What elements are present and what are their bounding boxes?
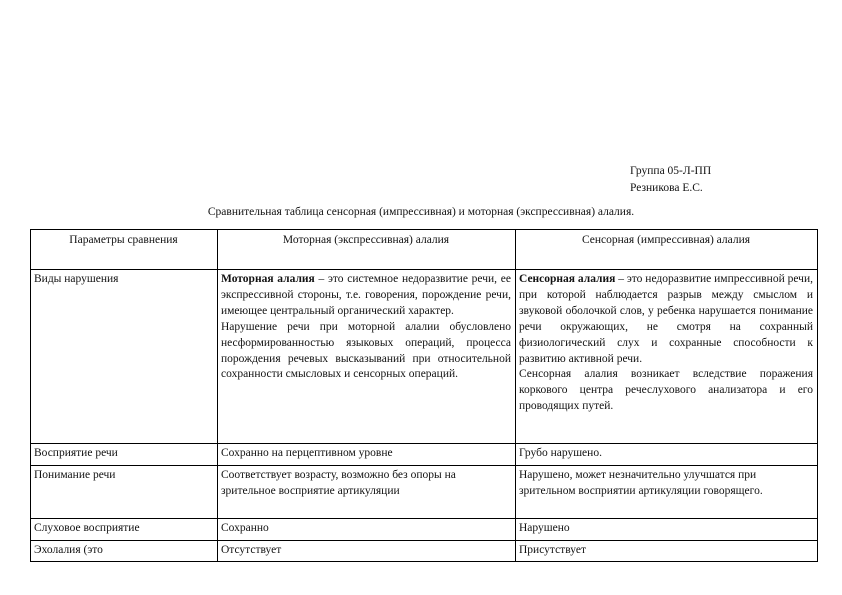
header-motor-alalia: Моторная (экспрессивная) алалия [218, 230, 516, 270]
motor-cell: Сохранно на перцептивном уровне [218, 444, 516, 466]
table-row [31, 270, 818, 444]
author-name: Резникова Е.С. [630, 182, 703, 194]
motor-definition-text: – это системное недоразвитие речи, ее экспрессивной стороны, т.е. говорения, порождение речи, имеющее центральный органический характер. [221, 273, 512, 317]
sensory-term: Сенсорная алалия [519, 273, 616, 285]
param-cell: Слуховое восприятие [31, 519, 218, 541]
sensory-cell [516, 270, 818, 444]
sensory-cell: Нарушено [516, 519, 818, 541]
motor-cell: Отсутствует [218, 541, 516, 562]
comparison-table [30, 229, 818, 562]
motor-extra-text: Нарушение речи при моторной алалии обусловлено несформированностью языковых операций, процесса порождения речевых высказываний при относительной сохранности смысловых и сенсорных операций. [221, 320, 511, 381]
table-row [31, 519, 818, 541]
motor-cell [218, 270, 516, 444]
header-parameters: Параметры сравнения [31, 230, 218, 270]
sensory-cell: Присутствует [516, 541, 818, 562]
param-cell: Виды нарушения [31, 270, 218, 444]
motor-term: Моторная алалия [221, 273, 315, 285]
param-cell: Понимание речи [31, 466, 218, 519]
param-cell: Восприятие речи [31, 444, 218, 466]
header-sensory-alalia: Сенсорная (импрессивная) алалия [516, 230, 818, 270]
sensory-definition-text: – это недоразвитие импрессивной речи, при которой наблюдается разрыв между смыслом и звуковой оболочкой слов, у ребенка нарушается понимание речи окружающих, не смотря на сохранный физиологический слух и сохранные способности к развитию активной речи. [519, 273, 813, 365]
group-label: Группа 05-Л-ПП [630, 165, 712, 177]
table-row [31, 541, 818, 562]
document-title: Сравнительная таблица сенсорная (импрессивная) и моторная (экспрессивная) алалия. [207, 206, 635, 218]
motor-cell: Соответствует возрасту, возможно без опоры на зрительное восприятие артикуляции [218, 466, 516, 519]
sensory-cell: Грубо нарушено. [516, 444, 818, 466]
motor-definition [221, 272, 511, 320]
motor-cell: Сохранно [218, 519, 516, 541]
table-header-row [31, 230, 818, 270]
sensory-extra-text: Сенсорная алалия возникает вследствие поражения коркового центра речеслухового анализатора и его проводящих путей. [519, 368, 813, 413]
sensory-definition [519, 272, 813, 367]
table-row [31, 444, 818, 466]
table-row [31, 466, 818, 519]
param-cell: Эхолалия (это [31, 541, 218, 562]
sensory-cell: Нарушено, может незначительно улучшатся при зрительном восприятии артикуляции говорящего. [516, 466, 818, 519]
document-header [630, 163, 711, 197]
